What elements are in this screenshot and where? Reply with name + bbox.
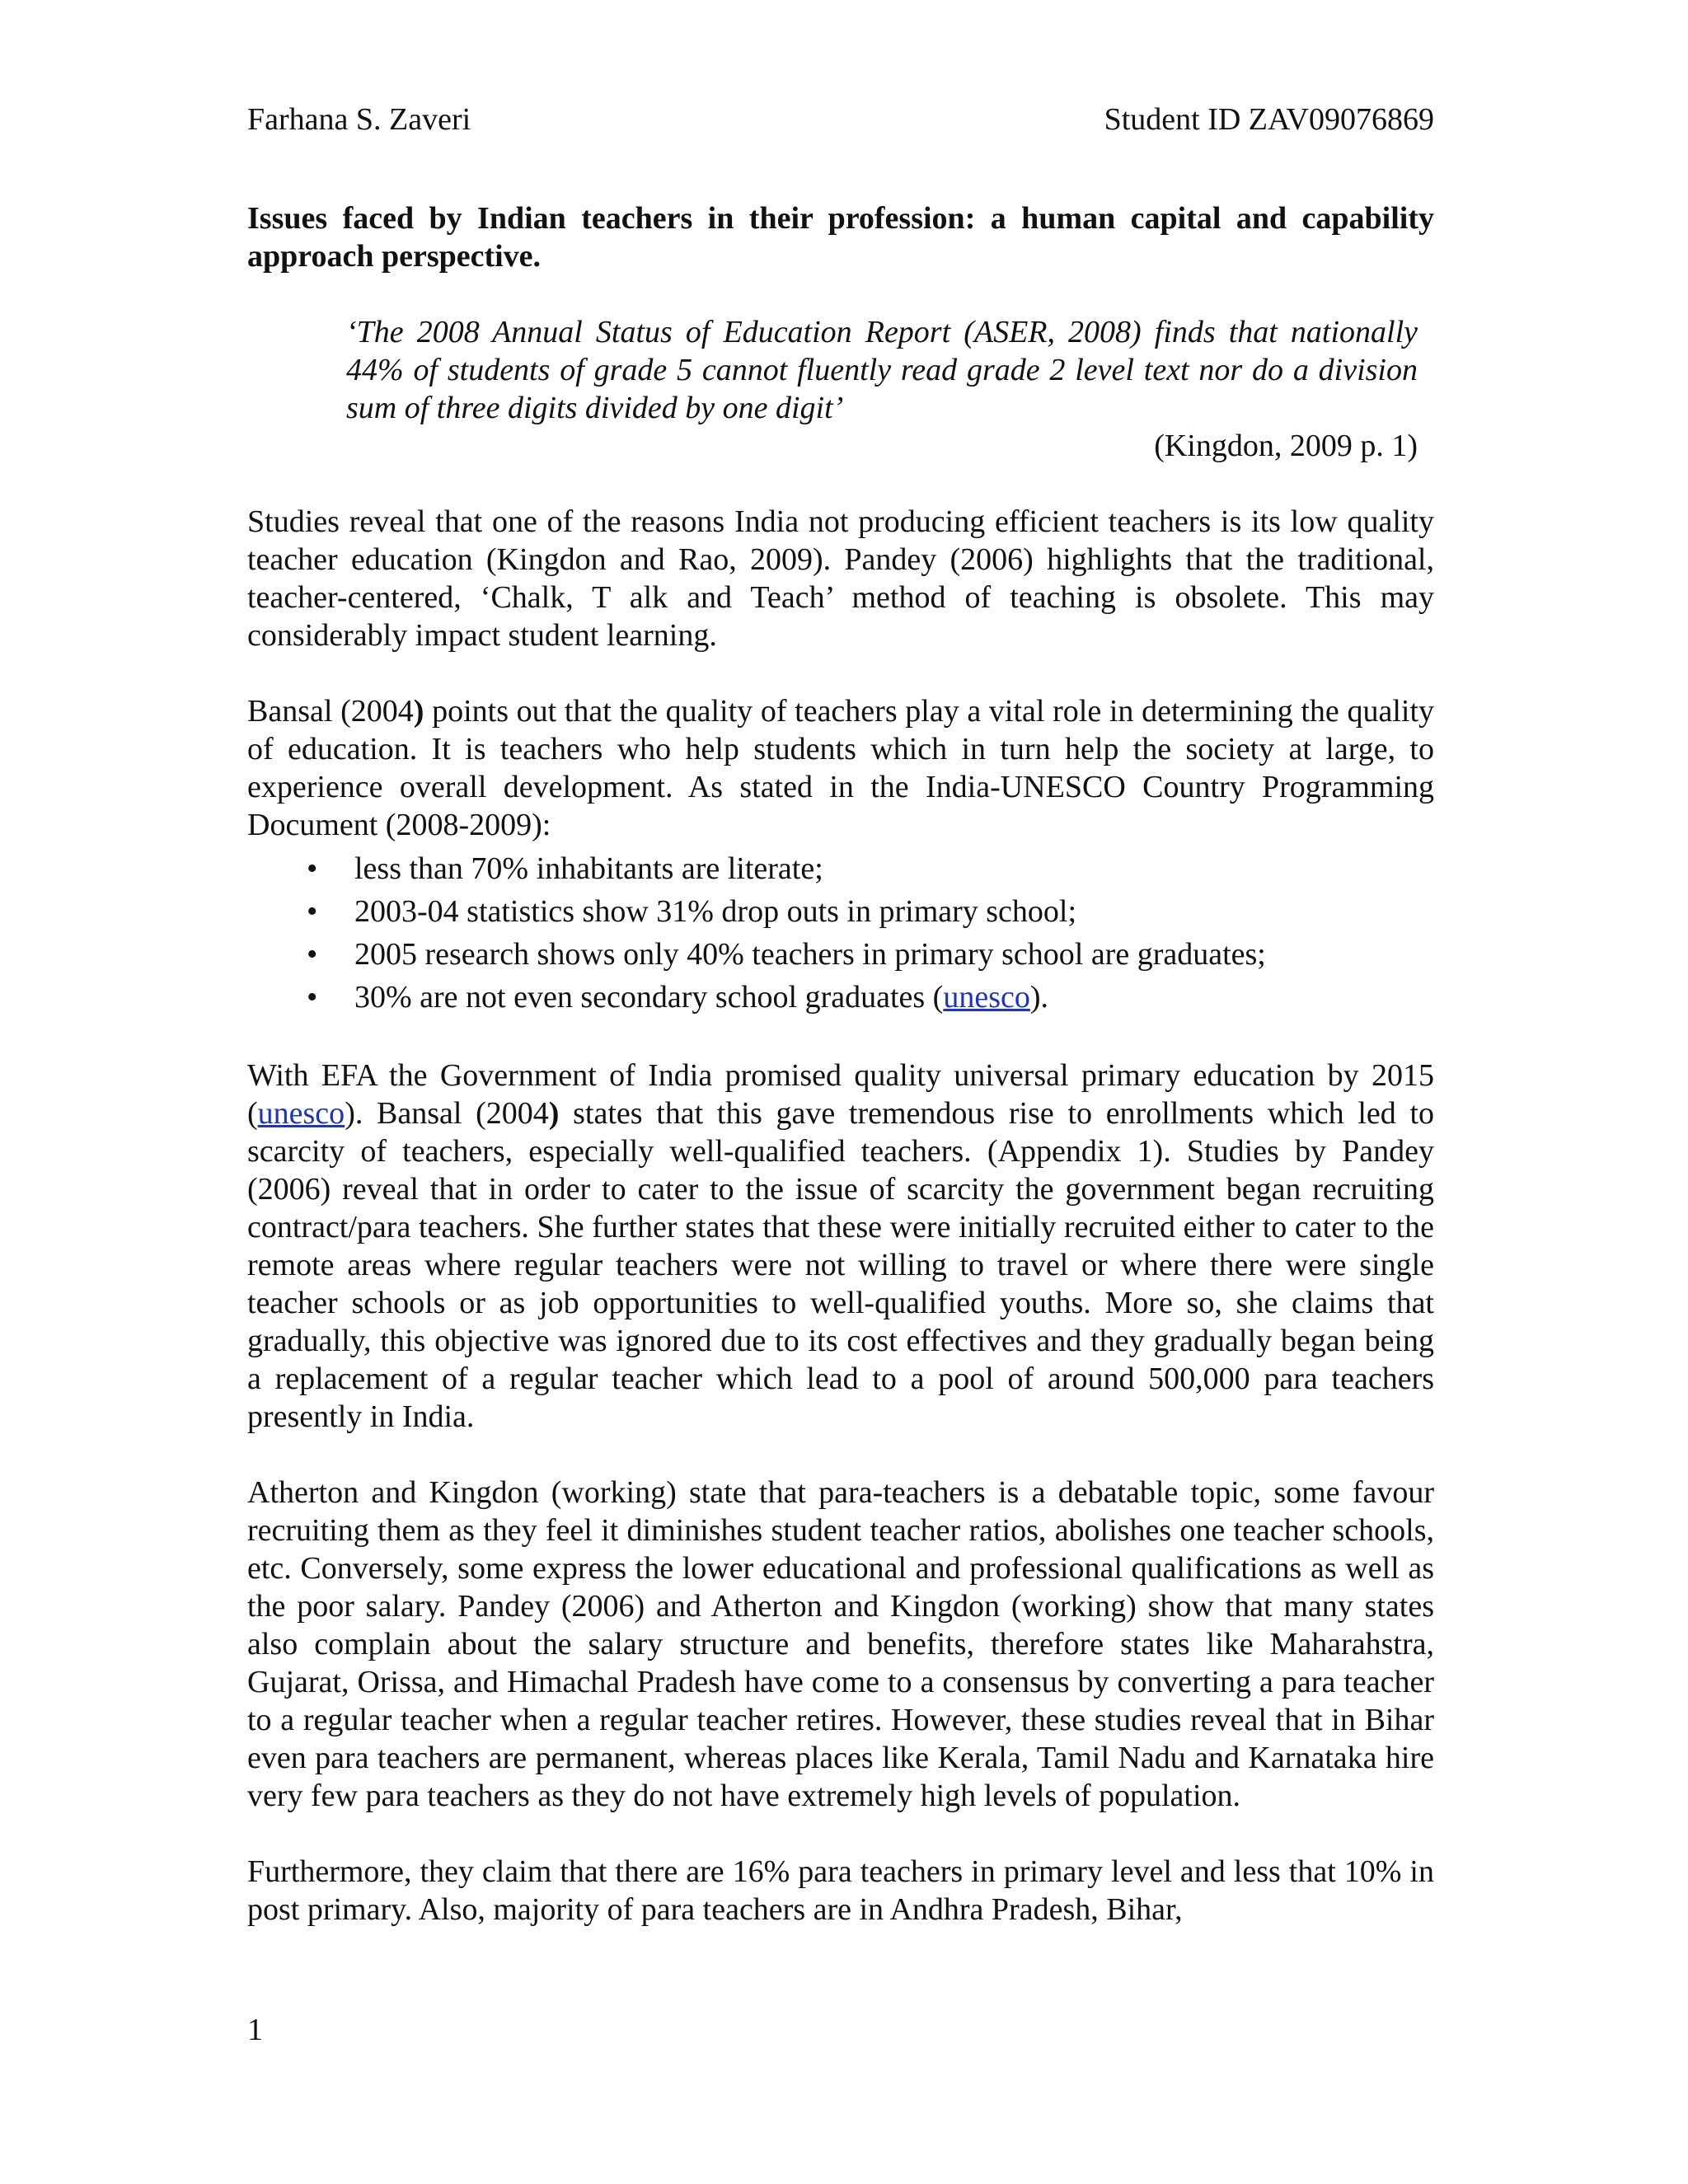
bullet-icon: • [307,980,318,1015]
document-title: Issues faced by Indian teachers in their profession: a human capital and capability approach perspective. [247,201,1434,274]
list-item-text: less than 70% inhabitants are literate; [354,851,823,886]
block-quote [346,313,1418,465]
paragraph-teacher-quality [247,692,1434,844]
bullet-icon: • [307,894,318,929]
document-body [247,199,1434,1929]
paragraph-text: states that this gave tremendous rise to enrollments which led to scarcity of teachers, especially well-qualified teachers. (Appendix 1). Studies by Pandey (2006) reveal that in order to cater to the issue of scarcity the government began recruiting contract/para teachers. She further states that these were initially recruited either to cater to the remote areas where regular teachers were not willing to travel or where there were single teacher schools or as job opportunities to well-qualified youths. More so, she claims that gradually, this objective was ignored due to its cost effectives and they gradually began being a replacement of a regular teacher which lead to a pool of around 500,000 para teachers presently in India. [247,1096,1434,1434]
list-item-text: 2005 research shows only 40% teachers in primary school are graduates; [354,937,1266,972]
bold-paren: ) [413,694,424,729]
paragraph-efa-para-teachers [247,1057,1434,1436]
list-item-text: 2003-04 statistics show 31% drop outs in primary school; [354,894,1077,929]
paragraph-teacher-education: Studies reveal that one of the reasons India not producing efficient teachers is its low quality teacher education (Kingdon and Rao, 2009). Pandey (2006) highlights that the traditional, teacher-centered, ‘Chalk, T alk and Teach’ method of teaching is obsolete. This may considerably impact student learning. [247,504,1434,653]
student-id: Student ID ZAV09076869 [1104,102,1434,137]
bullet-icon: • [307,851,318,886]
quote-citation: (Kingdon, 2009 p. 1) [1154,429,1418,463]
unesco-link[interactable]: unesco [943,980,1030,1015]
page-header [247,99,1434,140]
list-item [247,933,1434,976]
list-item-text: 30% are not even secondary school graduates ( [354,980,944,1015]
unesco-link[interactable]: unesco [257,1096,345,1131]
paragraph-text: With EFA the Government of India promised quality universal primary education by 2015 ( [247,1058,1434,1131]
author-name: Farhana S. Zaveri [247,102,471,137]
paragraph-para-teacher-debate: Atherton and Kingdon (working) state that para-teachers is a debatable topic, some favour recruiting them as they feel it diminishes student teacher ratios, abolishes one teacher schools, etc. Conversely, some express the lower educational and professional qualifications as well as the poor salary. Pandey (2006) and Atherton and Kingdon (working) show that many states also complain about the salary structure and benefits, therefore states like Maharahstra, Gujarat, Orissa, and Himachal Pradesh have come to a consensus by converting a para teacher to a regular teacher when a regular teacher retires. However, these studies reveal that in Bihar even para teachers are permanent, whereas places like Kerala, Tamil Nadu and Karnataka hire very few para teachers as they do not have extremely high levels of population. [247,1475,1434,1813]
quote-text: ‘The 2008 Annual Status of Education Report (ASER, 2008) finds that nationally 44% of students of grade 5 cannot fluently read grade 2 level text nor do a division sum of three digits divided by one digit’ [346,315,1418,425]
bullet-icon: • [307,937,318,972]
statistics-list [247,847,1434,1019]
list-item [247,847,1434,890]
page-number: 1 [247,2013,263,2047]
paragraph-text: ). Bansal (2004 [345,1096,549,1131]
paragraph-text: points out that the quality of teachers play a vital role in determining the quality of education. It is teachers who help students which in turn help the society at large, to experience overall development. As stated in the India-UNESCO Country Programming Document (2008-2009): [247,694,1434,842]
paragraph-text: Bansal (2004 [247,694,414,729]
list-item [247,976,1434,1019]
list-item-text: ). [1029,980,1049,1015]
paragraph-para-teacher-statistics: Furthermore, they claim that there are 16% para teachers in primary level and less that 10% in post primary. Also, majority of para teachers are in Andhra Pradesh, Bihar, [247,1854,1434,1927]
list-item [247,890,1434,933]
bold-paren: ) [548,1096,560,1131]
